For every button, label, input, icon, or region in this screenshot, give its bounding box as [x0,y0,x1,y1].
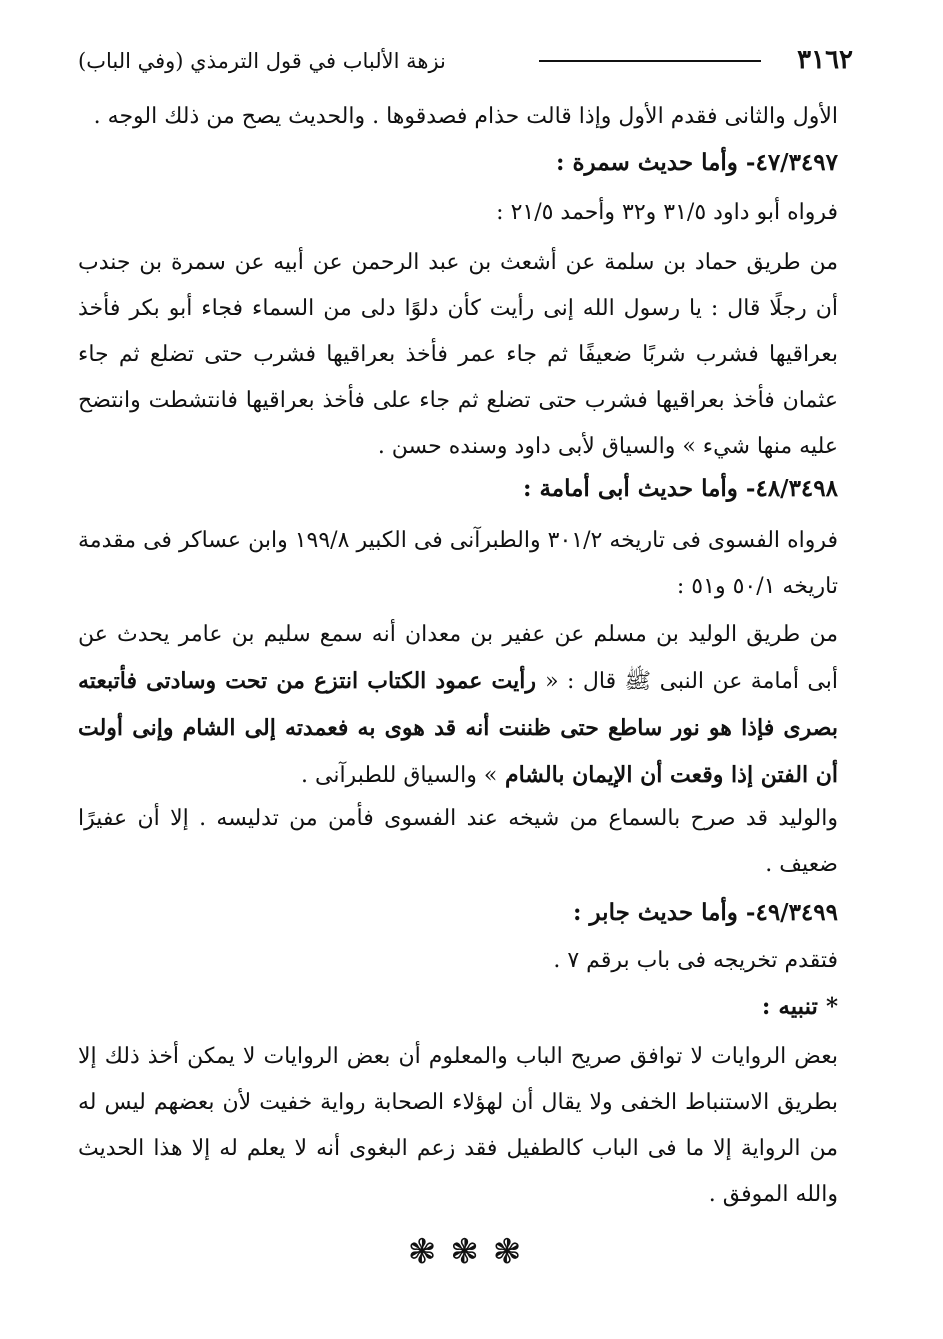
paragraph-samura-sources: فرواه أبو داود ٣١/٥ و٣٢ وأحمد ٢١/٥ : [496,200,838,225]
abu-umama-quote: رأيت عمود الكتاب انتزع من تحت وسادتى فأتبعته بصرى فإذا هو نور ساطع حتى ظننت أنه قد هوى به فعمدته إلى الشام وإنى أولت أن الفتن إذا وقعت أن الإيمان بالشام [78,668,838,788]
heading-hadith-jabir: ٤٩/٣٤٩٩- وأما حديث جابر : [572,899,838,926]
page-number: ٣١٦٢ [797,45,853,75]
abu-umama-chain: من طريق الوليد بن مسلم عن عفير بن معدان أنه سمع سليم بن عامر يحدث عن أبى أمامة عن النبى ﷺ قال : « [78,622,838,694]
paragraph-walid-note: والوليد قد صرح بالسماع من شيخه عند الفسوى فأمن من تدليسه . إلا أن عفيرًا ضعيف . [78,806,838,877]
abu-umama-sources-text: فرواه الفسوى فى تاريخه ٣٠١/٢ والطبرآنى فى الكبير ١٩٩/٨ وابن عساكر فى مقدمة تاريخه ٥٠/١ و٥١ : [78,528,838,599]
paragraph-jabir-reference: فتقدم تخريجه فى باب برقم ٧ . [553,948,838,973]
heading-hadith-abu-umama: ٤٨/٣٤٩٨- وأما حديث أبى أمامة : [522,475,838,502]
paragraph-continuation: الأول والثانى فقدم الأول وإذا قالت حذام فصدقوها . والحديث يصح من ذلك الوجه . [93,104,838,129]
paragraph-abu-umama-sources [78,518,874,610]
heading-tanbih: * تنبيه : [761,993,838,1020]
running-title: نزهة الألباب في قول الترمذي (وفي الباب) [78,49,446,73]
page-header [78,44,853,80]
header-rule [539,60,761,62]
abu-umama-attribution: » والسياق للطبرآنى . [301,763,498,788]
heading-hadith-samura: ٤٧/٣٤٩٧- وأما حديث سمرة : [555,149,838,176]
paragraph-abu-umama-text [78,612,874,799]
paragraph-samura-text: من طريق حماد بن سلمة عن أشعث بن عبد الرحمن عن أبيه عن سمرة بن جندب أن رجلًا قال : يا رسول الله إنى رأيت كأن دلوًا دلى من السماء فجاء أبو بكر فأخذ بعراقيها فشرب شربًا ضعيفًا ثم جاء عمر فأخذ بعراقيها فشرب حتى تضلع ثم جاء عثمان فأخذ بعراقيها فشرب حتى تضلع ثم جاء على فأخذ بعراقيها فانتشطت وانتضح عليه منها شيء » والسياق لأبى داود وسنده حسن . [78,250,838,459]
closing-ornament: ❃❃❃ [407,1232,536,1272]
paragraph-tanbih-text: بعض الروايات لا توافق صريح الباب والمعلوم أن بعض الروايات لا يمكن أخذ ذلك إلا بطريق الاستنباط الخفى ولا يقال أن لهؤلاء الصحابة رواية خفيت لأن بعضهم ليس له من الرواية إلا ما فى الباب كالطفيل فقد زعم البغوى أنه لا يعلم له إلا هذا الحديث والله الموفق . [78,1044,838,1207]
